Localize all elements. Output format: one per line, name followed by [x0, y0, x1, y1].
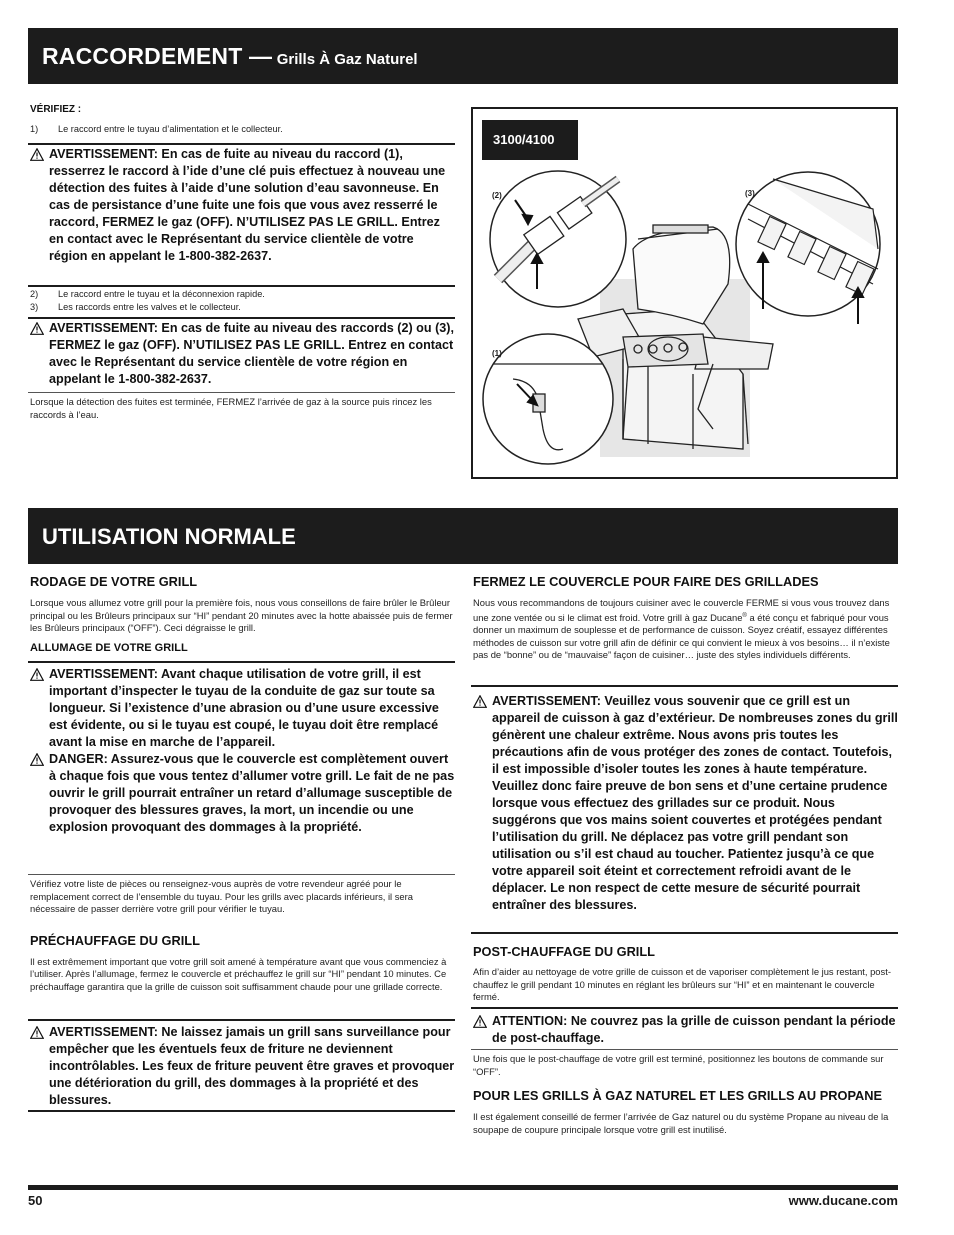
- warning-icon: [473, 695, 487, 708]
- utilisation-left-column: [30, 574, 455, 654]
- warning-icon: [30, 148, 44, 161]
- warning-icon: [30, 668, 44, 681]
- raccordement-list: [30, 288, 455, 313]
- post-closing-block: [473, 1053, 898, 1136]
- attention-block: [473, 1013, 898, 1047]
- allumage-text: Vérifiez votre liste de pièces ou renseignez-vous auprès de votre revendeur agréé pour le remplacement correct de l’ensemble du tuyau. Pour les grills avec placards inférieurs, il sera nécessaire de passer derrière votre grill pour vérifier le tuyau.: [30, 878, 413, 914]
- website-link[interactable]: www.ducane.com: [788, 1193, 898, 1208]
- divider: [28, 874, 455, 875]
- section-banner-raccordement: [28, 28, 898, 84]
- post-text-2: Une fois que le post-chauffage de votre grill est terminé, positionnez les boutons de commande sur “OFF”.: [473, 1053, 884, 1077]
- divider: [471, 932, 898, 934]
- post-text: Afin d’aider au nettoyage de votre grille de cuisson et de vaporiser complètement le jus restant, post-chauffez le grill pendant 10 minutes en réglant les brûleurs sur “HI” et en maintenant le couvercle fermé.: [473, 966, 891, 1002]
- model-label: 3100/4100: [482, 120, 578, 160]
- section-subtitle: Grills À Gaz Naturel: [276, 51, 418, 68]
- section-banner-utilisation: UTILISATION NORMALE: [28, 508, 898, 564]
- rodage-text: Lorsque vous allumez votre grill pour la première fois, nous vous conseillons de faire brûler le Brûleur principal ou les Brûleurs principaux sur “HI” pendant 20 minutes avec la hotte abaissée puis de fermer les Brûleurs principaux (“OFF”). Ceci dégraisse le grill.: [30, 597, 453, 633]
- warning-prechauffage: [30, 1024, 455, 1109]
- divider: [28, 1110, 455, 1112]
- divider: [28, 661, 455, 663]
- list-item: [30, 301, 455, 314]
- callout-3: (3): [745, 189, 755, 198]
- warning-1-body: AVERTISSEMENT: En cas de fuite au niveau du raccord (1), resserrez le raccord à l’ide d’une clé puis effectuez à nouveau une détection des fuites à l’aide d’une solution d’eau savonneuse. En cas de persistance d’une fuite une fois que vous avez resserré le raccord, FERMEZ le gaz (OFF). N’UTILISEZ PAS LE GRILL. Entrez en contact avec le Représentant du service clientèle de votre région en appelant le 1-800-382-2637.: [49, 147, 446, 263]
- list-item: [30, 123, 455, 136]
- divider: [471, 1049, 898, 1050]
- divider: [28, 392, 455, 393]
- divider: [28, 1019, 455, 1021]
- warning-allumage-body: AVERTISSEMENT: Avant chaque utilisation de votre grill, il est important d’inspecter le tuyau de la conduite de gaz sur toute sa longueur. Si l’existence d’une abrasion ou d’une usure excessive est évidente, ou si le tuyau est coupé, le tuyau doit être remplacé avant la mise en marche de l’appareil.: [49, 667, 439, 749]
- list-text: Les raccords entre les valves et le collecteur.: [58, 301, 241, 312]
- naturel-text: Il est également conseillé de fermer l’arrivée de Gaz naturel ou du système Propane au niveau de la soupape de coupure principale lorsque votre grill est inutilisé.: [473, 1111, 889, 1135]
- warning-text-2: [30, 320, 455, 388]
- attention-body: ATTENTION: Ne couvrez pas la grille de cuisson pendant la période de post-chauffage.: [492, 1014, 896, 1045]
- list-text: Le raccord entre le tuyau d’alimentation et le collecteur.: [58, 124, 283, 134]
- warning-block: [30, 146, 455, 265]
- prechauffage-text: Il est extrêmement important que votre grill soit amené à température avant que vous commenciez à l’utiliser. Après l’allumage, fermez le couvercle et préchauffez le grill sur “HI” pendant 10 minutes. Ce préchauffage garantira que la grille de cuisson soit suffisamment chaude pour une grillade correcte.: [30, 955, 447, 992]
- list-number: 3): [30, 301, 39, 312]
- divider: [471, 1007, 898, 1009]
- callout-2: (2): [492, 191, 502, 200]
- registered-mark: ®: [742, 612, 747, 619]
- fermez-text: [473, 597, 898, 662]
- list-text: Le raccord entre le tuyau et la déconnexion rapide.: [58, 289, 265, 299]
- warning-block: [473, 693, 898, 914]
- allumage-text-block: [30, 878, 455, 993]
- warning-2-body: AVERTISSEMENT: En cas de fuite au niveau des raccords (2) ou (3), FERMEZ le gaz (OFF). N’UTILISEZ PAS LE GRILL. Entrez en contact avec le Représentant du service clientèle de votre région en appelant le 1-800-382-2637.: [49, 321, 454, 386]
- closing-text: Lorsque la détection des fuites est terminée, FERMEZ l’arrivée de gaz à la source puis rincez les raccords à l’eau.: [30, 396, 432, 420]
- list-item: [30, 288, 455, 301]
- rodage-heading: RODAGE DE VOTRE GRILL: [30, 574, 198, 589]
- post-block: [473, 944, 898, 1004]
- allumage-heading: ALLUMAGE DE VOTRE GRILL: [30, 641, 188, 654]
- attention-text: [473, 1013, 898, 1047]
- danger-body: DANGER: Assurez-vous que le couvercle est complètement ouvert à chaque fois que vous tentez d’allumer votre grill. Le fait de ne pas ouvrir le grill pourrait entraîner un retard d’allumage susceptible de provoquer des blessures graves, la mort, un incendie ou une explosion provoquant des dommages à la propriété.: [49, 752, 455, 834]
- warning-block: [30, 666, 455, 836]
- footer-rule: [28, 1185, 898, 1190]
- list-number: 2): [30, 289, 39, 299]
- warning-icon: [30, 1026, 44, 1039]
- warning-text-1: [30, 146, 455, 265]
- fermez-text-a: Nous vous recommandons de toujours cuisiner avec le couvercle FERME si vous vous trouvez dans une zone ventée ou si le climat est froid. Votre grill à gaz Ducane: [473, 597, 890, 623]
- fermez-text-b: a été conçu et fabriqué pour vous donner un maximum de souplesse et de performance de cuisson. Soyez créatif, essayez différentes méthodes de cuisson sur votre grill afin de définir ce qui convient le mieux à vos besoins… il n’existe pas de “bonne” ou de “mauvaise” façon de cuisiner… juste des styles individuels différents.: [473, 611, 890, 661]
- list-number: 1): [30, 124, 39, 134]
- raccordement-column: [30, 104, 455, 136]
- verify-label: VÉRIFIEZ :: [30, 104, 82, 115]
- warning-icon: [473, 1015, 487, 1028]
- post-heading: POST-CHAUFFAGE DU GRILL: [473, 944, 655, 959]
- divider: [28, 317, 455, 319]
- warning-icon: [30, 322, 44, 335]
- divider: [28, 285, 455, 287]
- divider: [28, 143, 455, 145]
- divider: [471, 685, 898, 687]
- fermez-heading: FERMEZ LE COUVERCLE POUR FAIRE DES GRILLADES: [473, 574, 819, 589]
- warning-allumage: [30, 666, 455, 751]
- page-number: 50: [28, 1193, 43, 1208]
- danger-text: [30, 751, 455, 836]
- utilisation-right-column: [473, 574, 898, 662]
- section-title: RACCORDEMENT —: [42, 43, 273, 69]
- callout-1: (1): [492, 349, 502, 358]
- grill-illustration: [473, 109, 896, 477]
- warning-block: [30, 1024, 455, 1109]
- warning-prechauffage-body: AVERTISSEMENT: Ne laissez jamais un grill sans surveillance pour empêcher que les éventuels feux de friture ne deviennent incontrôlables. Les feux de friture peuvent être graves et provoquer une détérioration du grill, des dommages à la propriété et des blessures.: [49, 1025, 455, 1107]
- warning-fermez-body: AVERTISSEMENT: Veuillez vous souvenir que ce grill est un appareil de cuisson à gaz d’extérieur. De nombreuses zones du grill génèrent une chaleur extrême. Nous avons pris toutes les précautions afin de vous protéger des zones de contact. Toutefois, il est impossible d’isoler toutes les zones à haute température. Veuillez donc faire preuve de bon sens et d’une certaine prudence lorsque vous effectuez des grillades sur ce produit. Nous suggérons que vos mains soient couvertes et protégées pendant l’utilisation du grill. Ne déplacez pas votre grill pendant son utilisation ou s’il est chaud au toucher. Patientez jusqu’à ce que votre appareil soit éteint et correctement refroidi avant de le déplacer. Le non respect de cette mesure de sécurité pourrait entraîner des blessures.: [492, 694, 898, 912]
- prechauffage-heading: PRÉCHAUFFAGE DU GRILL: [30, 932, 200, 948]
- warning-icon: [30, 753, 44, 766]
- naturel-heading: POUR LES GRILLS À GAZ NATUREL ET LES GRILLS AU PROPANE: [473, 1088, 883, 1103]
- warning-fermez: [473, 693, 898, 914]
- warning-block: [30, 320, 455, 388]
